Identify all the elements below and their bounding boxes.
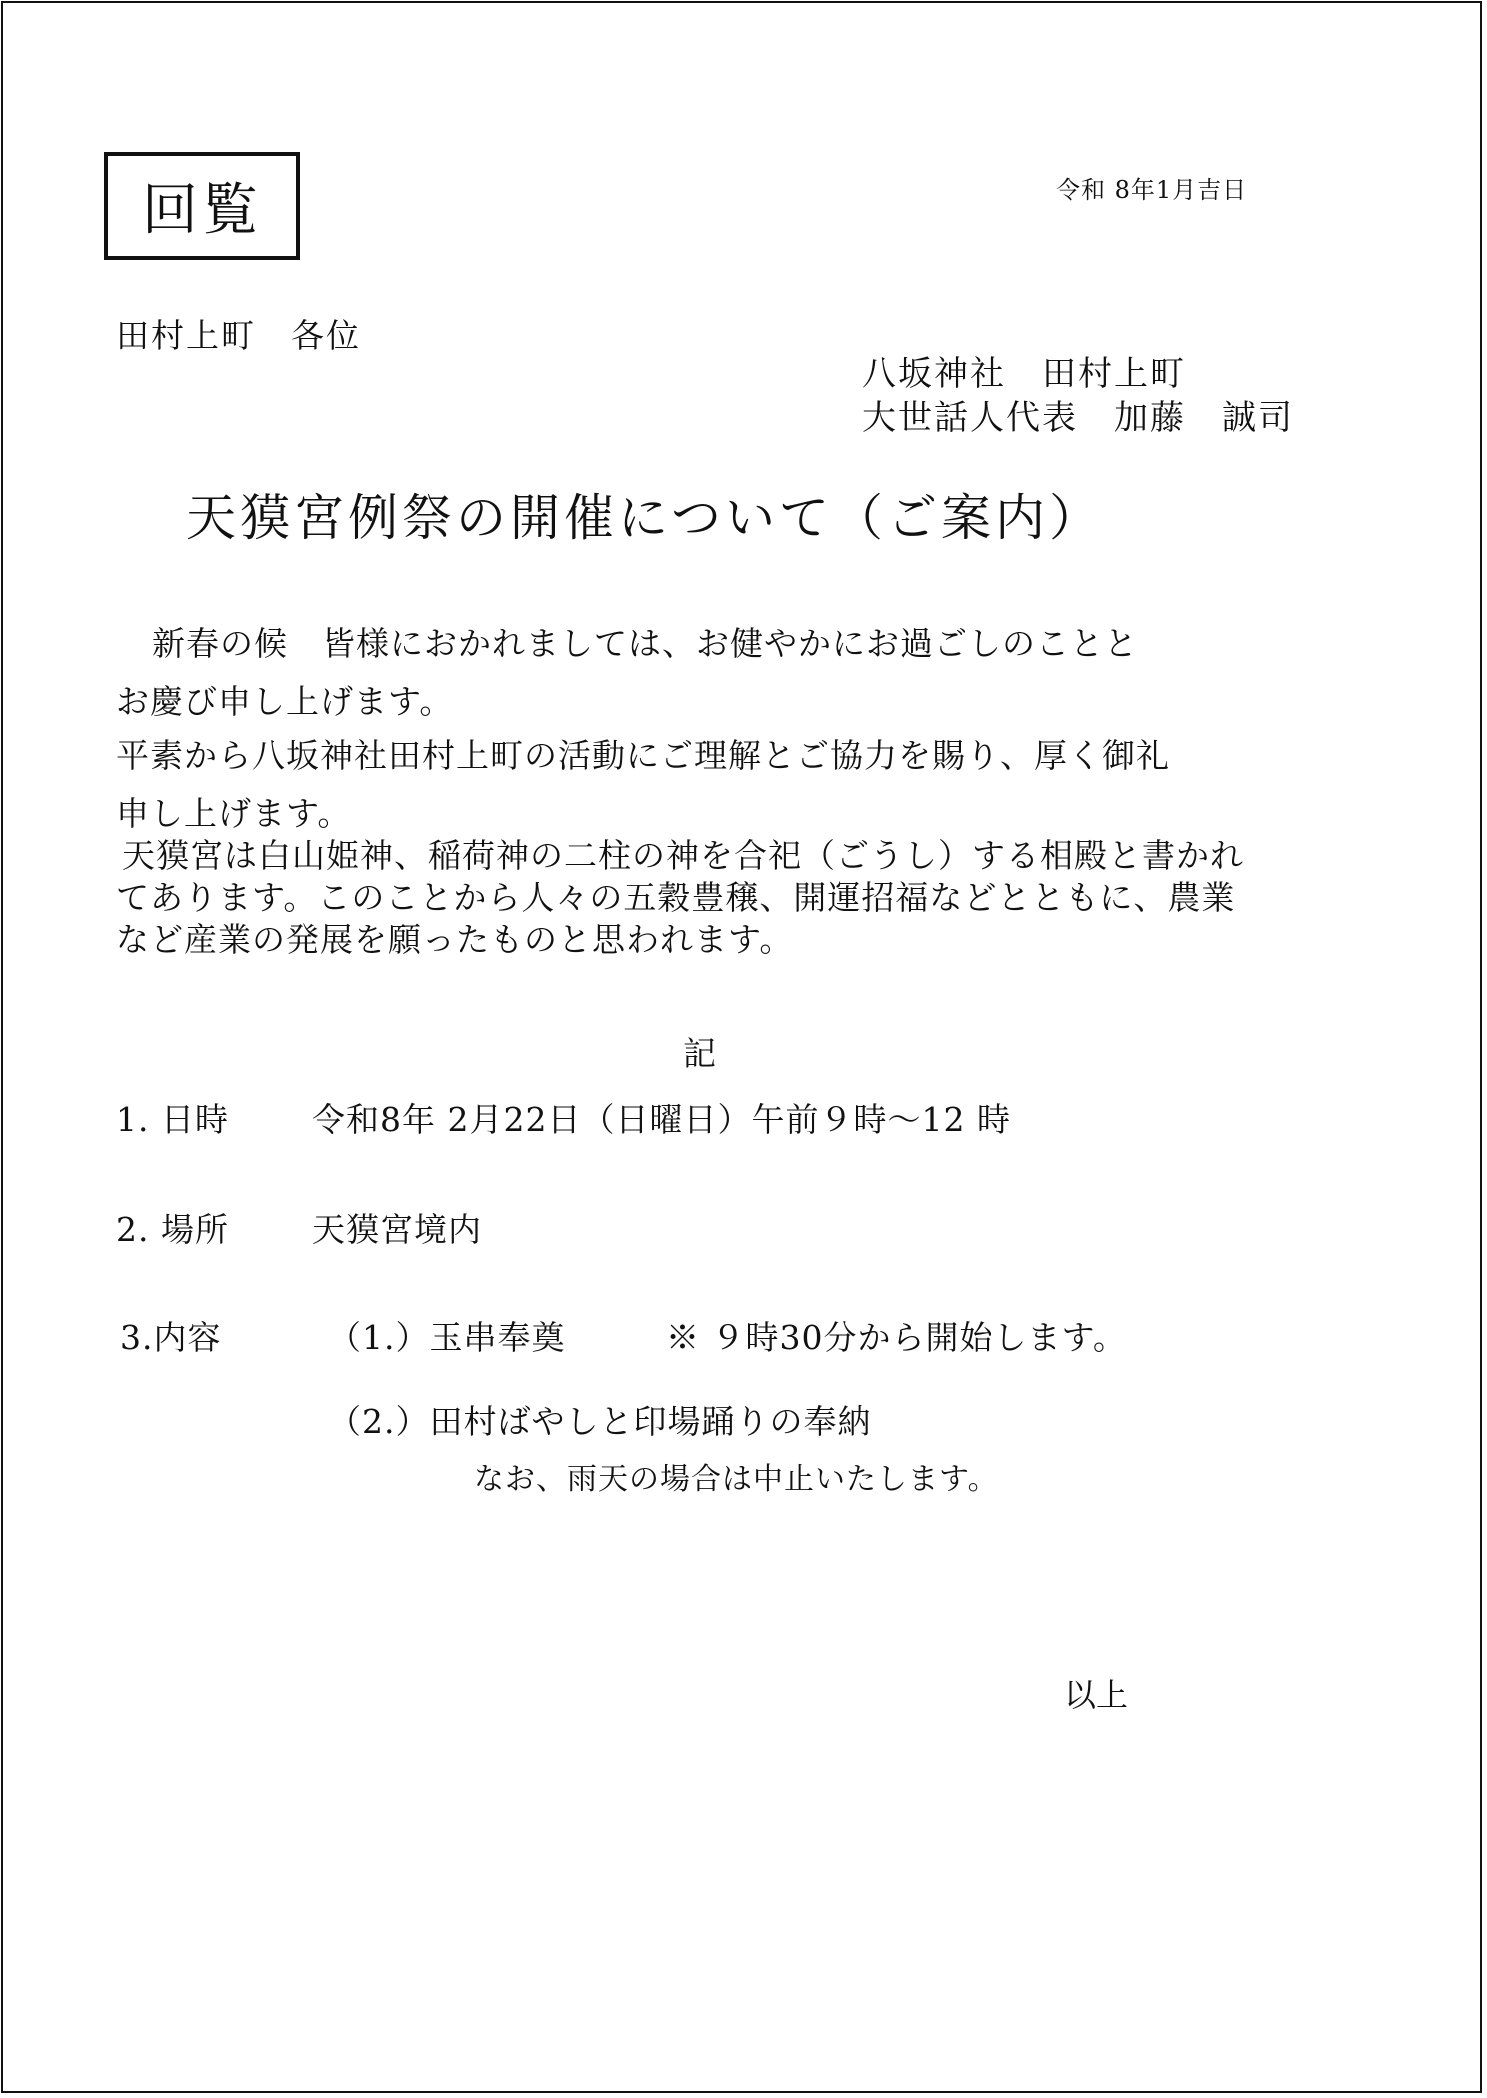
document-title: 天獏宮例祭の開催について（ご案内）: [186, 489, 1103, 547]
body-line-7: など産業の発展を願ったものと思われます。: [116, 920, 794, 959]
item-date-label: 1. 日時: [116, 1100, 229, 1139]
rain-cancellation-note: なお、雨天の場合は中止いたします。: [474, 1462, 999, 1497]
content-sub-item-1: （1.）玉串奉奠: [328, 1318, 566, 1357]
body-line-4: 申し上げます。: [116, 794, 352, 833]
sender-organization: 八坂神社 田村上町: [862, 354, 1186, 394]
body-line-6: てあります。このことから人々の五穀豊穣、開運招福などとともに、農業: [116, 878, 1236, 917]
circulation-stamp-box: [104, 152, 300, 260]
item-place-value: 天獏宮境内: [312, 1210, 482, 1249]
sender-representative: 大世話人代表 加藤 誠司: [862, 398, 1294, 438]
issue-date: 令和 8年1月吉日: [1056, 176, 1248, 204]
content-sub-item-1-note: ※ ９時30分から開始します。: [666, 1318, 1127, 1357]
item-date-value: 令和8年 2月22日（日曜日）午前９時～12 時: [312, 1100, 1011, 1139]
content-sub-item-2: （2.）田村ばやしと印場踊りの奉納: [328, 1402, 872, 1441]
body-line-3: 平素から八坂神社田村上町の活動にご理解とご協力を賜り、厚く御礼: [116, 736, 1170, 775]
addressee: 田村上町 各位: [116, 316, 361, 355]
body-line-5: 天獏宮は白山姫神、稲荷神の二柱の神を合祀（ごうし）する相殿と書かれ: [122, 836, 1244, 875]
body-line-1: 新春の候 皆様におかれましては、お健やかにお過ごしのことと: [152, 624, 1138, 663]
closing-mark: 以上: [1064, 1676, 1129, 1714]
item-content-label: 3.内容: [120, 1318, 222, 1357]
item-place-label: 2. 場所: [116, 1210, 229, 1249]
record-heading: 記: [683, 1034, 716, 1073]
body-line-2: お慶び申し上げます。: [116, 682, 454, 721]
circulation-stamp-label: 回覧: [142, 178, 262, 243]
